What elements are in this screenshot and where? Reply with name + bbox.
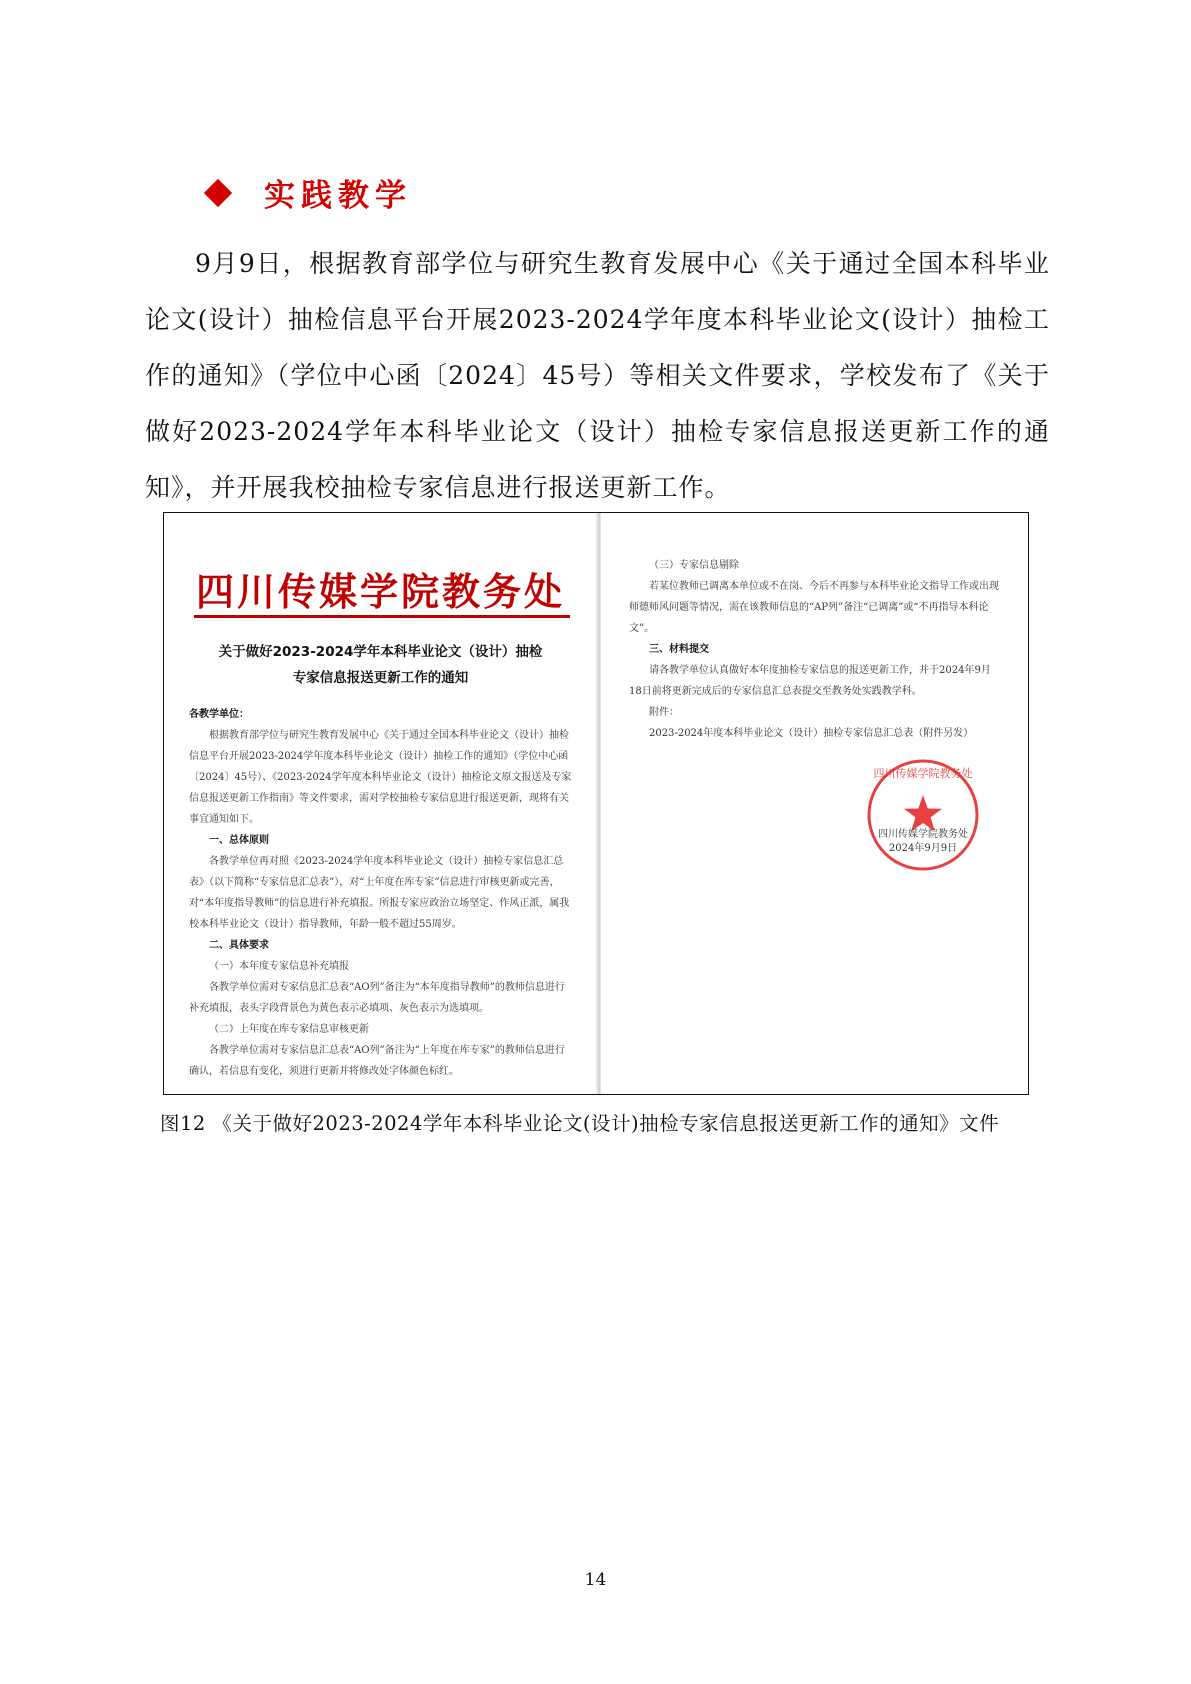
page-number: 14 xyxy=(584,1570,607,1590)
document-page-right xyxy=(601,513,1028,1094)
notice-title-line-1: 关于做好2023-2024学年本科毕业论文（设计）抽检 xyxy=(218,644,543,660)
signature-date: 2024年9月9日 xyxy=(888,843,958,854)
submission-paragraph: 请各教学单位认真做好本年度抽检专家信息的报送更新工作，并于2024年9月18日前将更新完成后的专家信息汇总表提交至教务处实践教学科。 xyxy=(629,665,991,697)
notice-body-right xyxy=(629,555,999,744)
section-heading-text: 实践教学 xyxy=(264,178,412,214)
supplement-paragraph: 各教学单位需对专家信息汇总表“AO列”备注为“本年度指导教师”的教师信息进行补充填报，表头字段背景色为黄色表示必填项、灰色表示为选填项。 xyxy=(189,982,565,1014)
review-paragraph: 各教学单位需对专家信息汇总表“AO列”备注为“上年度在库专家”的教师信息进行确认，若信息有变化，须进行更新并将修改处字体颜色标红。 xyxy=(189,1045,565,1077)
signature-unit: 四川传媒学院教务处 xyxy=(878,829,968,840)
office-title: 四川传媒学院教务处 xyxy=(195,569,565,614)
subheading-review: （二）上年度在库专家信息审核更新 xyxy=(209,1024,369,1035)
attachment-item: 2023-2024年度本科毕业论文（设计）抽检专家信息汇总表（附件另发） xyxy=(649,728,974,739)
heading-general-principles: 一、总体原则 xyxy=(209,835,269,846)
notice-title-line-2: 专家信息报送更新工作的通知 xyxy=(292,670,469,686)
heading-submission: 三、材料提交 xyxy=(649,644,709,655)
document-page-left xyxy=(164,513,597,1094)
heading-specific-requirements: 二、具体要求 xyxy=(209,940,269,951)
seal-text: 四川传媒学院教务处 xyxy=(873,767,973,780)
figure-caption: 图12 《关于做好2023-2024学年本科毕业论文(设计)抽检专家信息报送更新工作的通知》文件 xyxy=(160,1112,1000,1135)
intro-paragraph: 根据教育部学位与研究生教育发展中心《关于通过全国本科毕业论文（设计）抽检信息平台开展2023-2024学年度本科毕业论文（设计）抽检工作的通知》（学位中心函〔2024〕45号）、《2023-2024学年度本科毕业论文（设计）抽检论文原文报送及专家信息报送更新工作指南》等文件要求，需对学校抽检专家信息进行报送更新，现将有关事宜通知如下。 xyxy=(189,730,572,825)
red-divider xyxy=(194,615,570,618)
red-seal-icon xyxy=(863,755,983,875)
notice-title xyxy=(184,639,577,691)
diamond-bullet-icon xyxy=(204,178,232,206)
official-seal xyxy=(863,755,983,875)
section-heading xyxy=(208,170,412,215)
body-paragraph: 9月9日，根据教育部学位与研究生教育发展中心《关于通过全国本科毕业论文(设计）抽检信息平台开展2023-2024学年度本科毕业论文(设计）抽检工作的通知》（学位中心函〔2024〕45号）等相关文件要求，学校发布了《关于做好2023-2024学年本科毕业论文（设计）抽检专家信息报送更新工作的通知》，并开展我校抽检专家信息进行报送更新工作。 xyxy=(145,249,1050,502)
notice-body-left xyxy=(189,704,574,1082)
document-figure xyxy=(163,512,1029,1095)
removal-paragraph: 若某位教师已调离本单位或不在岗、今后不再参与本科毕业论文指导工作或出现师德师风问题等情况，需在该教师信息的“AP列”备注“已调离”或“不再指导本科论文”。 xyxy=(629,581,999,634)
subheading-supplement: （一）本年度专家信息补充填报 xyxy=(209,961,349,972)
general-principles-paragraph: 各教学单位再对照《2023-2024学年度本科毕业论文（设计）抽检专家信息汇总表》（以下简称“专家信息汇总表”），对“上年度在库专家”信息进行审核更新或完善，对“本年度指导教师”的信息进行补充填报。所报专家应政治立场坚定、作风正派，属我校本科毕业论文（设计）指导教师，年龄一般不超过55周岁。 xyxy=(189,856,570,930)
subheading-removal: （三）专家信息剔除 xyxy=(649,560,739,571)
attachment-label: 附件： xyxy=(649,707,679,718)
salutation: 各教学单位： xyxy=(189,709,249,720)
